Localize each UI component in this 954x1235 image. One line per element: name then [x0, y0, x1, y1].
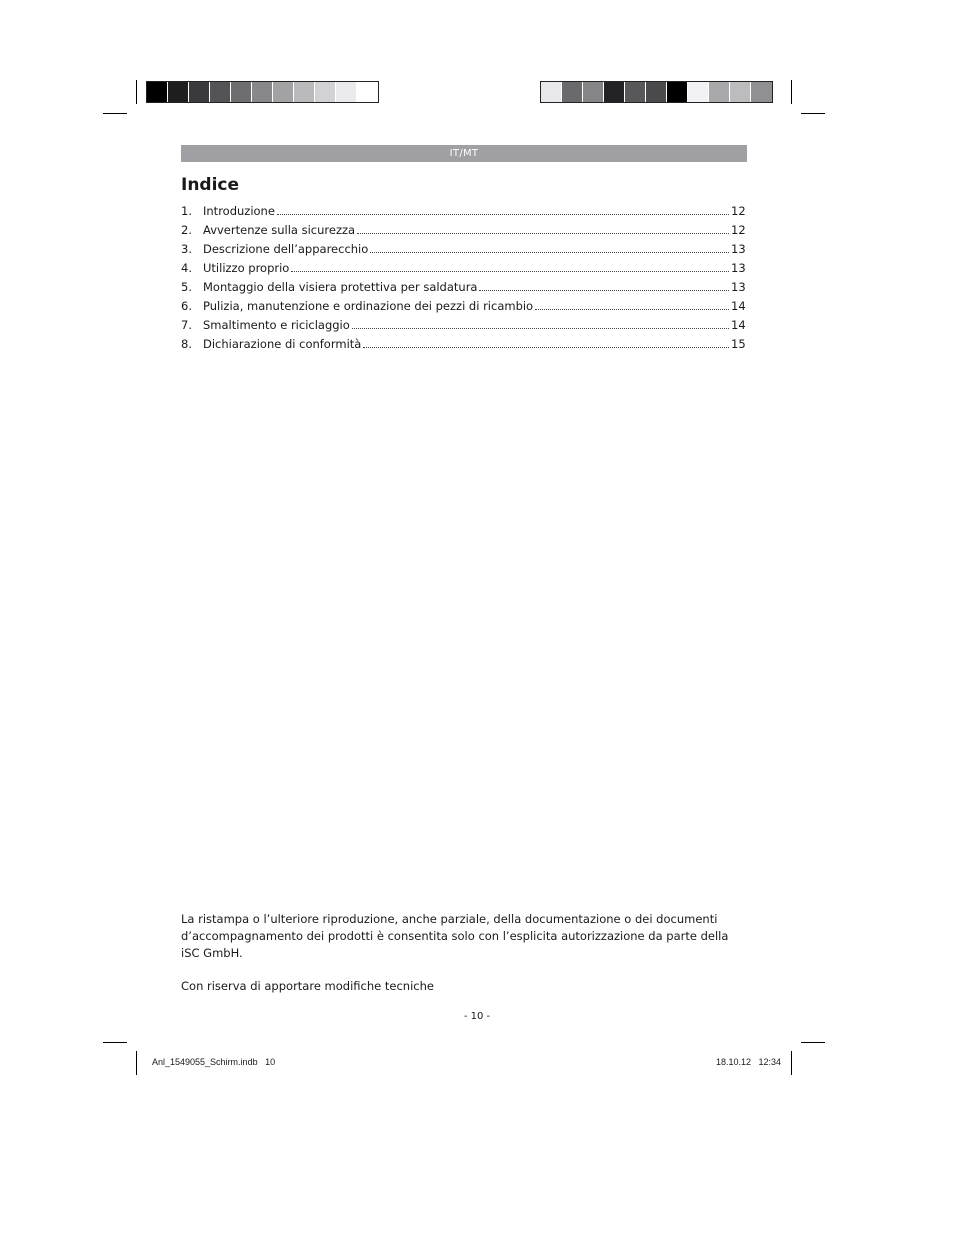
- color-swatch: [147, 82, 168, 102]
- color-calibration-strip-left: [146, 81, 379, 103]
- toc-item-label: Introduzione: [203, 204, 275, 218]
- toc-item-label: Avvertenze sulla sicurezza: [203, 223, 356, 237]
- toc-item-page: 12: [731, 223, 746, 237]
- timestamp-slug: 18.10.12 12:34: [716, 1057, 782, 1067]
- toc-dot-leader: [535, 309, 729, 310]
- color-swatch: [168, 82, 189, 102]
- crop-mark-bottom-right: [791, 1051, 792, 1075]
- color-swatch: [231, 82, 252, 102]
- toc-item-number: 3.: [181, 242, 192, 256]
- color-swatch: [688, 82, 709, 102]
- toc-item-page: 15: [731, 337, 746, 351]
- toc-item: [181, 204, 745, 223]
- toc-item-label: Pulizia, manutenzione e ordinazione dei pezzi di ricambio: [203, 299, 534, 313]
- color-swatch: [604, 82, 625, 102]
- crop-mark-top-left: [136, 80, 137, 104]
- color-swatch: [751, 82, 772, 102]
- toc-item: [181, 337, 745, 356]
- toc-dot-leader: [363, 347, 729, 348]
- toc-item-number: 8.: [181, 337, 192, 351]
- crop-mark-top-right: [801, 113, 825, 114]
- page-title: Indice: [181, 175, 240, 195]
- page-number: - 10 -: [463, 1011, 491, 1022]
- color-swatch: [667, 82, 688, 102]
- toc-item-number: 5.: [181, 280, 192, 294]
- color-swatch: [273, 82, 294, 102]
- color-swatch: [315, 82, 336, 102]
- file-slug: Anl_1549055_Schirm.indb 10: [152, 1057, 276, 1067]
- color-swatch: [294, 82, 315, 102]
- toc-item-page: 13: [731, 261, 746, 275]
- toc-item-label: Utilizzo proprio: [203, 261, 290, 275]
- toc-dot-leader: [352, 328, 729, 329]
- color-swatch: [252, 82, 273, 102]
- toc-item-page: 14: [731, 299, 746, 313]
- toc-item-label: Descrizione dell’apparecchio: [203, 242, 369, 256]
- color-swatch: [625, 82, 646, 102]
- toc-item-page: 13: [731, 242, 746, 256]
- color-calibration-strip-right: [540, 81, 773, 103]
- color-swatch: [210, 82, 231, 102]
- toc-item: [181, 299, 745, 318]
- toc-dot-leader: [479, 290, 729, 291]
- toc-item: [181, 242, 745, 261]
- toc-item-number: 7.: [181, 318, 192, 332]
- language-header-bar: [181, 145, 747, 162]
- color-swatch: [730, 82, 751, 102]
- color-swatch: [583, 82, 604, 102]
- color-swatch: [541, 82, 562, 102]
- toc-item: [181, 318, 745, 337]
- language-code: IT/MT: [449, 148, 479, 159]
- toc-dot-leader: [370, 252, 729, 253]
- toc-item-page: 13: [731, 280, 746, 294]
- toc-item-number: 6.: [181, 299, 192, 313]
- color-swatch: [562, 82, 583, 102]
- crop-mark-bottom-left: [103, 1042, 127, 1043]
- color-swatch: [357, 82, 378, 102]
- toc-item-label: Montaggio della visiera protettiva per saldatura: [203, 280, 478, 294]
- toc-item: [181, 261, 745, 280]
- toc-item-number: 4.: [181, 261, 192, 275]
- toc-dot-leader: [291, 271, 729, 272]
- toc-item-label: Smaltimento e riciclaggio: [203, 318, 350, 332]
- crop-mark-top-left: [103, 113, 127, 114]
- copyright-notice: La ristampa o l’ulteriore riproduzione, anche parziale, della documentazione o dei documenti d’accompagnamento dei prodotti è consentita solo con l’esplicita autorizzazione da parte della iSC GmbH.: [181, 912, 729, 960]
- crop-mark-top-right: [791, 80, 792, 104]
- crop-mark-bottom-right: [801, 1042, 825, 1043]
- toc-item-number: 1.: [181, 204, 192, 218]
- color-swatch: [646, 82, 667, 102]
- toc-item-label: Dichiarazione di conformità: [203, 337, 362, 351]
- technical-notice: Con riserva di apportare modifiche tecniche: [181, 979, 434, 993]
- toc-item: [181, 280, 745, 299]
- color-swatch: [336, 82, 357, 102]
- color-swatch: [709, 82, 730, 102]
- color-swatch: [189, 82, 210, 102]
- table-of-contents: [181, 204, 745, 356]
- toc-item-number: 2.: [181, 223, 192, 237]
- toc-item: [181, 223, 745, 242]
- toc-item-page: 12: [731, 204, 746, 218]
- toc-item-page: 14: [731, 318, 746, 332]
- toc-dot-leader: [357, 233, 729, 234]
- toc-dot-leader: [277, 214, 729, 215]
- crop-mark-bottom-left: [136, 1051, 137, 1075]
